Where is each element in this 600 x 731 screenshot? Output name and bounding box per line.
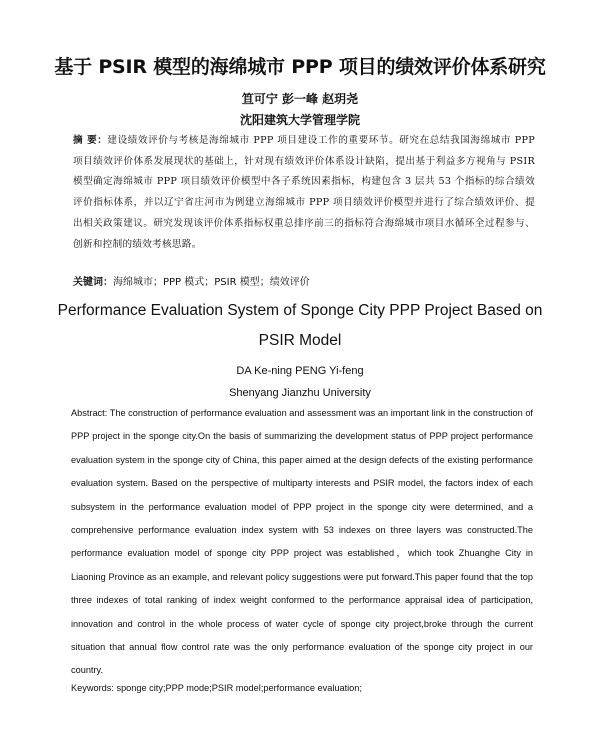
english-title: Performance Evaluation System of Sponge City PPP Project Based on PSIR Model [57,302,543,349]
english-keywords [71,683,533,693]
chinese-abstract [73,131,535,255]
chinese-title: 基于 PSIR 模型的海绵城市 PPP 项目的绩效评价体系研究 [54,56,546,78]
chinese-affiliation: 沈阳建筑大学管理学院 [239,113,360,127]
chinese-keywords [73,273,535,288]
english-abstract-text: The construction of performance evaluation and assessment was an important link in the construction of PPP project in the sponge city.On the basis of summarizing the development status of PPP project performance evaluation system in the sponge city of China, this paper aimed at the design defects of the existing performance evaluation system. Based on the perspective of multiparty interests and PSIR model, the factors index of each subsystem in the performance evaluation model of PPP project in the sponge city were determined, and a comprehensive performance evaluation index system with 53 indexes on three layers was constructed.The performance evaluation model of sponge city PPP project was established，which took Zhuanghe City in Liaoning Province as an example, and relevant policy suggestions were put forward.This paper found that the top three indexes of total ranking of index weight conformed to the performance appraisal idea of participation, innovation and control in the whole process of water cycle of sponge city project,broke through the current situation that annual flow control rate was the only performance evaluation of the sponge city project in our country. [71,408,533,676]
chinese-abstract-text: 建设绩效评价与考核是海绵城市 PPP 项目建设工作的重要环节。研究在总结我国海绵城市 PPP 项目绩效评价体系发展现状的基础上，针对现有绩效评价体系设计缺陷，提出基于利益多方视角与 PSIR 模型确定海绵城市 PPP 项目绩效评价模型中各子系统因素指标，构建包含 3 层共 53 个指标的综合绩效评价指标体系，并以辽宁省庄河市为例建立海绵城市 PPP 项目绩效评价模型并进行了综合绩效评价、提出相关政策建议。研究发现该评价体系指标权重总排序前三的指标符合海绵城市项目水循环全过程参与、创新和控制的绩效考核思路。 [73,135,535,250]
english-abstract-label: Abstract: [71,408,108,418]
english-keywords-text: sponge city;PPP mode;PSIR model;performance evaluation; [116,683,362,693]
english-keywords-label: Keywords: [71,683,114,693]
chinese-authors: 笪可宁 彭一峰 赵玥尧 [241,92,359,106]
chinese-abstract-label: 摘 要： [73,135,108,146]
chinese-keywords-text: 海绵城市；PPP 模式；PSIR 模型；绩效评价 [113,277,310,288]
english-abstract [71,402,533,683]
chinese-keywords-label: 关键词： [73,277,113,288]
english-affiliation: Shenyang Jianzhu University [229,387,371,399]
english-authors: DA Ke-ning PENG Yi-feng [236,365,364,377]
